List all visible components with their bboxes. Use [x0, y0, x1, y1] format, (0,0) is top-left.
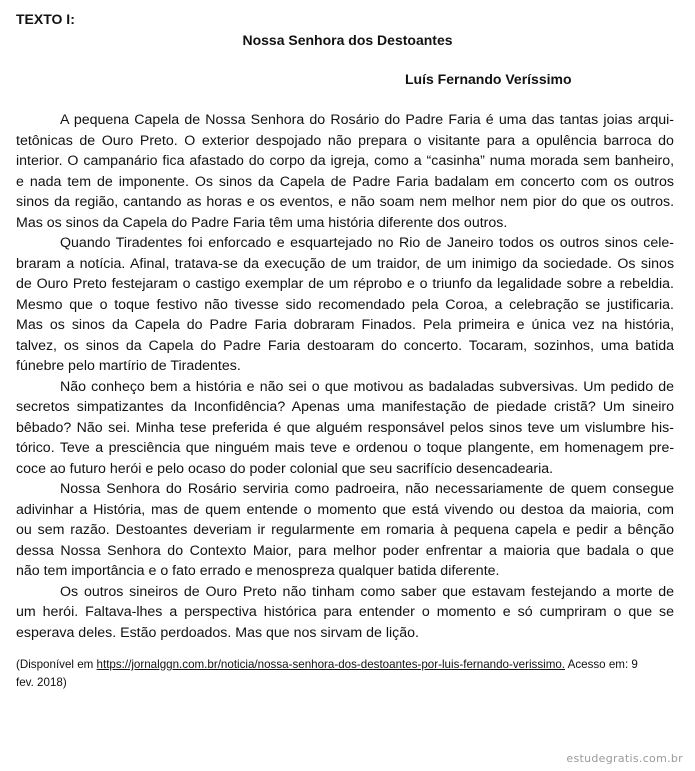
- text-line-content: ou sem razão. Destoantes deveriam ir regularmente em romaria à pequena capela e pedir a bênção: [16, 522, 674, 538]
- text-line-content: Quando Tiradentes foi enforcado e esquartejado no Rio de Janeiro todos os outros sinos cele-: [60, 235, 675, 251]
- text-line: [16, 151, 674, 172]
- text-line: [16, 397, 674, 418]
- text-line-content: sinos da região, cantando as horas e os eventos, e não soam nem melhor nem pior do que os outros.: [16, 194, 675, 210]
- text-line-content: dessa Nossa Senhora do Contexto Maior, para melhor poder enfrentar a maioria que badala o que: [16, 542, 674, 559]
- document-title-text: Nossa Senhora dos Destoantes: [242, 32, 453, 48]
- text-line: [16, 520, 674, 541]
- source-prefix: (Disponível em: [16, 658, 97, 671]
- document-label: TEXTO I:: [16, 11, 75, 27]
- text-line-content: coce ao futuro herói e pelo ocaso do poder colonial que seu sacrifício desencadearia.: [16, 460, 554, 477]
- text-line: [16, 438, 674, 459]
- text-line-content: A pequena Capela de Nossa Senhora do Rosário do Padre Faria é uma das tantas joias arqui-: [60, 112, 675, 128]
- text-line-content: braram a notícia. Afinal, tratava-se da execução de um traidor, de um inimigo da sociedade. Os sinos: [16, 255, 675, 272]
- text-line-content: secretos simpatizantes da Inconfidência? Apenas uma manifestação de piedade cristã? Um sineiro: [16, 399, 674, 415]
- text-line-content: Mas os sinos da Capela do Padre Faria têm uma história diferente dos outros.: [16, 214, 508, 231]
- paragraph: [16, 233, 674, 377]
- text-line-content: de Ouro Preto festejaram o castigo exemplar de um réprobo e o triunfo da legalidade sobre a rebeldia.: [16, 276, 674, 292]
- text-line: [16, 131, 674, 152]
- text-line: [16, 356, 674, 377]
- text-line-content: Mas os sinos da Capela do Padre Faria dobraram Finados. Pela primeira e única vez na história,: [16, 317, 675, 333]
- source-date: fev. 2018): [16, 676, 67, 689]
- text-line-content: esperava deles. Estão perdoados. Mas que nos sirvam de lição.: [16, 624, 419, 641]
- text-line: [16, 479, 674, 500]
- document-author: Luís Fernando Veríssimo: [405, 71, 572, 87]
- text-line: [16, 254, 674, 275]
- paragraph: [16, 582, 674, 644]
- text-line: [16, 295, 674, 316]
- text-line-content: Não conheço bem a história e não sei o que motivou as badaladas subversivas. Um pedido de: [60, 378, 675, 395]
- text-line: [16, 110, 674, 131]
- text-line-content: tórico. Teve a presciência que ninguém mais teve e ordenou o toque plangente, em homenagem pre-: [16, 440, 675, 456]
- document-title: [0, 32, 695, 48]
- paragraph: [16, 110, 674, 233]
- text-line: [16, 582, 674, 603]
- text-line-content: fúnebre pelo martírio de Tiradentes.: [16, 358, 241, 374]
- text-line-content: Mesmo que o toque festivo não tivesse sido recomendado pela Coroa, a celebração se justificaria.: [16, 296, 675, 313]
- text-line: [16, 459, 674, 480]
- text-line-content: não tem importância e o fato errado e menospreza qualquer batida diferente.: [16, 563, 500, 579]
- text-line-content: e nada tem de imponente. Os sinos da Capela de Padre Faria badalam em concerto com os outros: [16, 173, 674, 190]
- text-line: [16, 336, 674, 357]
- source-link[interactable]: https://jornalggn.com.br/noticia/nossa-senhora-dos-destoantes-por-luis-fernando-verissimo.: [96, 658, 566, 671]
- text-line: [16, 233, 674, 254]
- text-line: [16, 602, 674, 623]
- source-suffix: Acesso em: 9: [565, 658, 638, 671]
- text-line: [16, 541, 674, 562]
- text-line: [16, 623, 674, 644]
- paragraph: [16, 377, 674, 480]
- paragraph: [16, 479, 674, 582]
- text-line-content: bêbado? Não sei. Minha tese preferida é que alguém responsável pelos sinos teve um vislumbre his-: [16, 419, 674, 436]
- text-line: [16, 500, 674, 521]
- document-body: [16, 110, 674, 643]
- text-line: [16, 561, 674, 582]
- text-line: [16, 192, 674, 213]
- text-line-content: interior. O campanário fica afastado do corpo da igreja, como a “casinha” numa morada sem banheiro,: [16, 153, 675, 169]
- text-line-content: talvez, os sinos da Capela do Padre Faria destoaram do concerto. Tocaram, sozinhos, uma batida: [16, 337, 675, 354]
- text-line-content: Nossa Senhora do Rosário serviria como padroeira, não necessariamente de quem consegue: [60, 481, 675, 497]
- text-line: [16, 213, 674, 234]
- text-line: [16, 274, 674, 295]
- text-line: [16, 418, 674, 439]
- source-citation: [16, 656, 676, 692]
- text-line-content: adivinhar a História, mas de quem entende o momento que está vivendo ou destoa da maioria, com: [16, 501, 675, 518]
- watermark: estudegratis.com.br: [566, 752, 683, 765]
- text-line: [16, 315, 674, 336]
- text-line-content: tetônicas de Ouro Preto. O exterior despojado não prepara o visitante para a opulência barroca do: [16, 132, 674, 149]
- text-line-content: Os outros sineiros de Ouro Preto não tinham como saber que estavam festejando a morte de: [60, 583, 674, 600]
- text-line: [16, 377, 674, 398]
- text-line-content: um herói. Faltava-lhes a perspectiva histórica para entender o momento e só cumpriram o que se: [16, 604, 675, 620]
- text-line: [16, 172, 674, 193]
